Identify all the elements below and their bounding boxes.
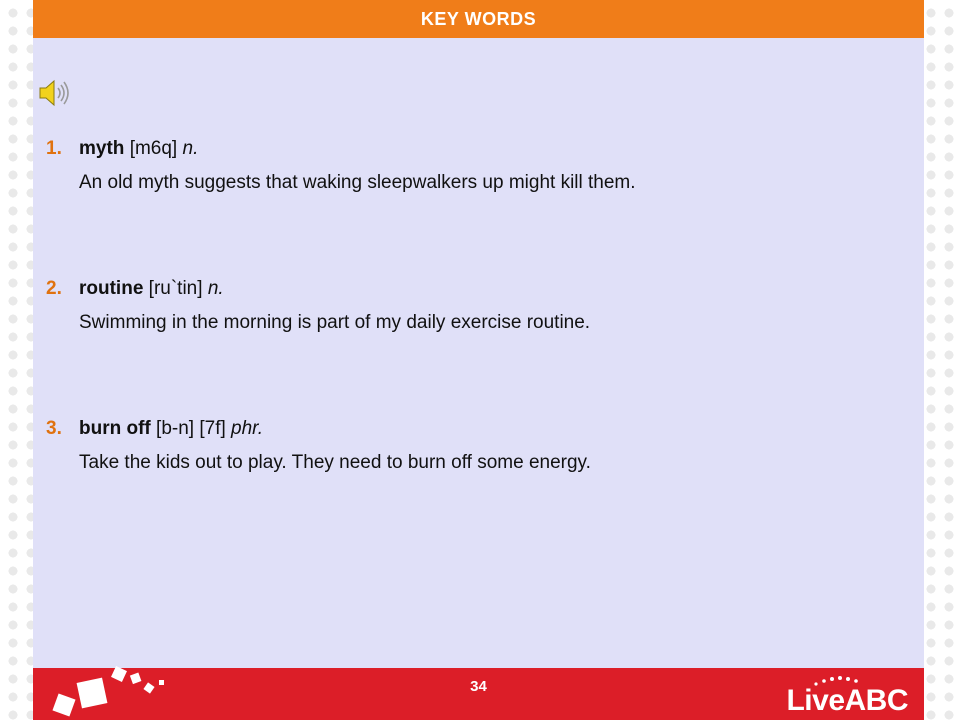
content-panel [33,0,924,668]
title-bar [33,0,924,38]
logo-text: LiveABC [786,684,908,717]
page-number: 34 [470,678,487,695]
example-sentence: An old myth suggests that waking sleepwalkers up might kill them. [79,172,636,193]
item-number: 1. [46,138,62,159]
word-heading [79,418,263,440]
footer-bar [33,668,924,720]
example-sentence: Swimming in the morning is part of my daily exercise routine. [79,312,591,333]
item-number: 3. [46,418,62,439]
word-term: burn off [79,418,151,439]
word-pos: phr. [231,418,264,439]
word-phonetic: [m6q] [129,138,178,159]
liveabc-logo [758,678,908,718]
word-pos: n. [182,138,199,159]
word-term: routine [79,278,144,299]
word-term: myth [79,138,125,159]
word-heading [79,138,198,160]
word-pos: n. [207,278,224,299]
example-sentence: Take the kids out to play. They need to burn off some energy. [79,452,591,473]
item-number: 2. [46,278,62,299]
speaker-icon[interactable] [38,78,72,108]
word-heading [79,278,224,300]
page-title: KEY WORDS [420,8,537,29]
word-phonetic: [b-n] [7f] [156,418,226,439]
word-phonetic: [ru`tin] [148,278,203,299]
